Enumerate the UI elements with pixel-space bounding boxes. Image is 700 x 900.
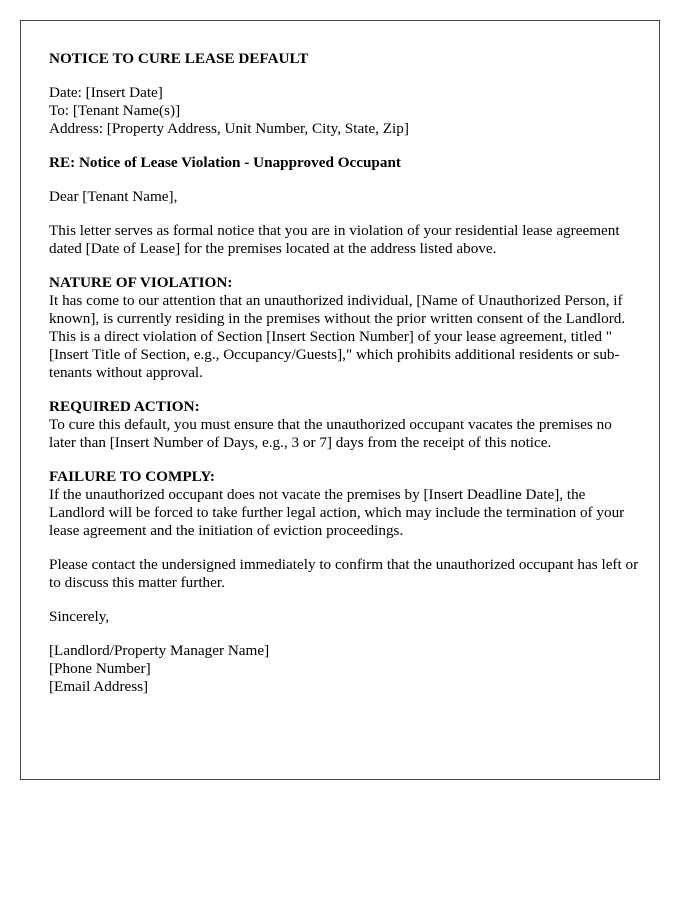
section-body: If the unauthorized occupant does not vacate the premises by [Insert Deadline Date], the Landlord will be forced to take further legal action, which may include the termination of your lease agreement and the initiation of eviction proceedings. — [49, 486, 625, 539]
signature-block — [49, 642, 639, 696]
address-line: Address: [Property Address, Unit Number, City, State, Zip] — [49, 120, 409, 137]
section-body: To cure this default, you must ensure that the unauthorized occupant vacates the premises no later than [Insert Number of Days, e.g., 3 or 7] days from the receipt of this notice. — [49, 416, 612, 451]
header-block — [49, 84, 639, 138]
to-line: To: [Tenant Name(s)] — [49, 102, 181, 119]
intro-paragraph: This letter serves as formal notice that you are in violation of your residential lease agreement dated [Date of Lease] for the premises located at the address listed above. — [49, 222, 620, 257]
salutation: Dear [Tenant Name], — [49, 188, 178, 205]
date-line: Date: [Insert Date] — [49, 84, 163, 101]
signature-phone: [Phone Number] — [49, 660, 151, 677]
sign-off: Sincerely, — [49, 608, 110, 625]
closing-paragraph: Please contact the undersigned immediately to confirm that the unauthorized occupant has left or to discuss this matter further. — [49, 556, 639, 591]
signature-email: [Email Address] — [49, 678, 149, 695]
section-nature-of-violation — [49, 274, 639, 382]
re-line: RE: Notice of Lease Violation - Unapproved Occupant — [49, 154, 401, 171]
signature-name: [Landlord/Property Manager Name] — [49, 642, 270, 659]
section-failure-to-comply — [49, 468, 639, 540]
section-body: It has come to our attention that an unauthorized individual, [Name of Unauthorized Person, if known], is currently residing in the premises without the prior written consent of the Landlord. This is a direct violation of Section [Insert Section Number] of your lease agreement, titled "[Insert Title of Section, e.g., Occupancy/Guests]," which prohibits additional residents or sub-tenants without approval. — [49, 292, 626, 381]
letter-title: NOTICE TO CURE LEASE DEFAULT — [49, 50, 309, 67]
letter-content — [49, 50, 639, 696]
section-heading: FAILURE TO COMPLY: — [49, 468, 215, 485]
section-heading: REQUIRED ACTION: — [49, 398, 200, 415]
section-required-action — [49, 398, 639, 452]
letter-page — [20, 20, 660, 780]
section-heading: NATURE OF VIOLATION: — [49, 274, 233, 291]
